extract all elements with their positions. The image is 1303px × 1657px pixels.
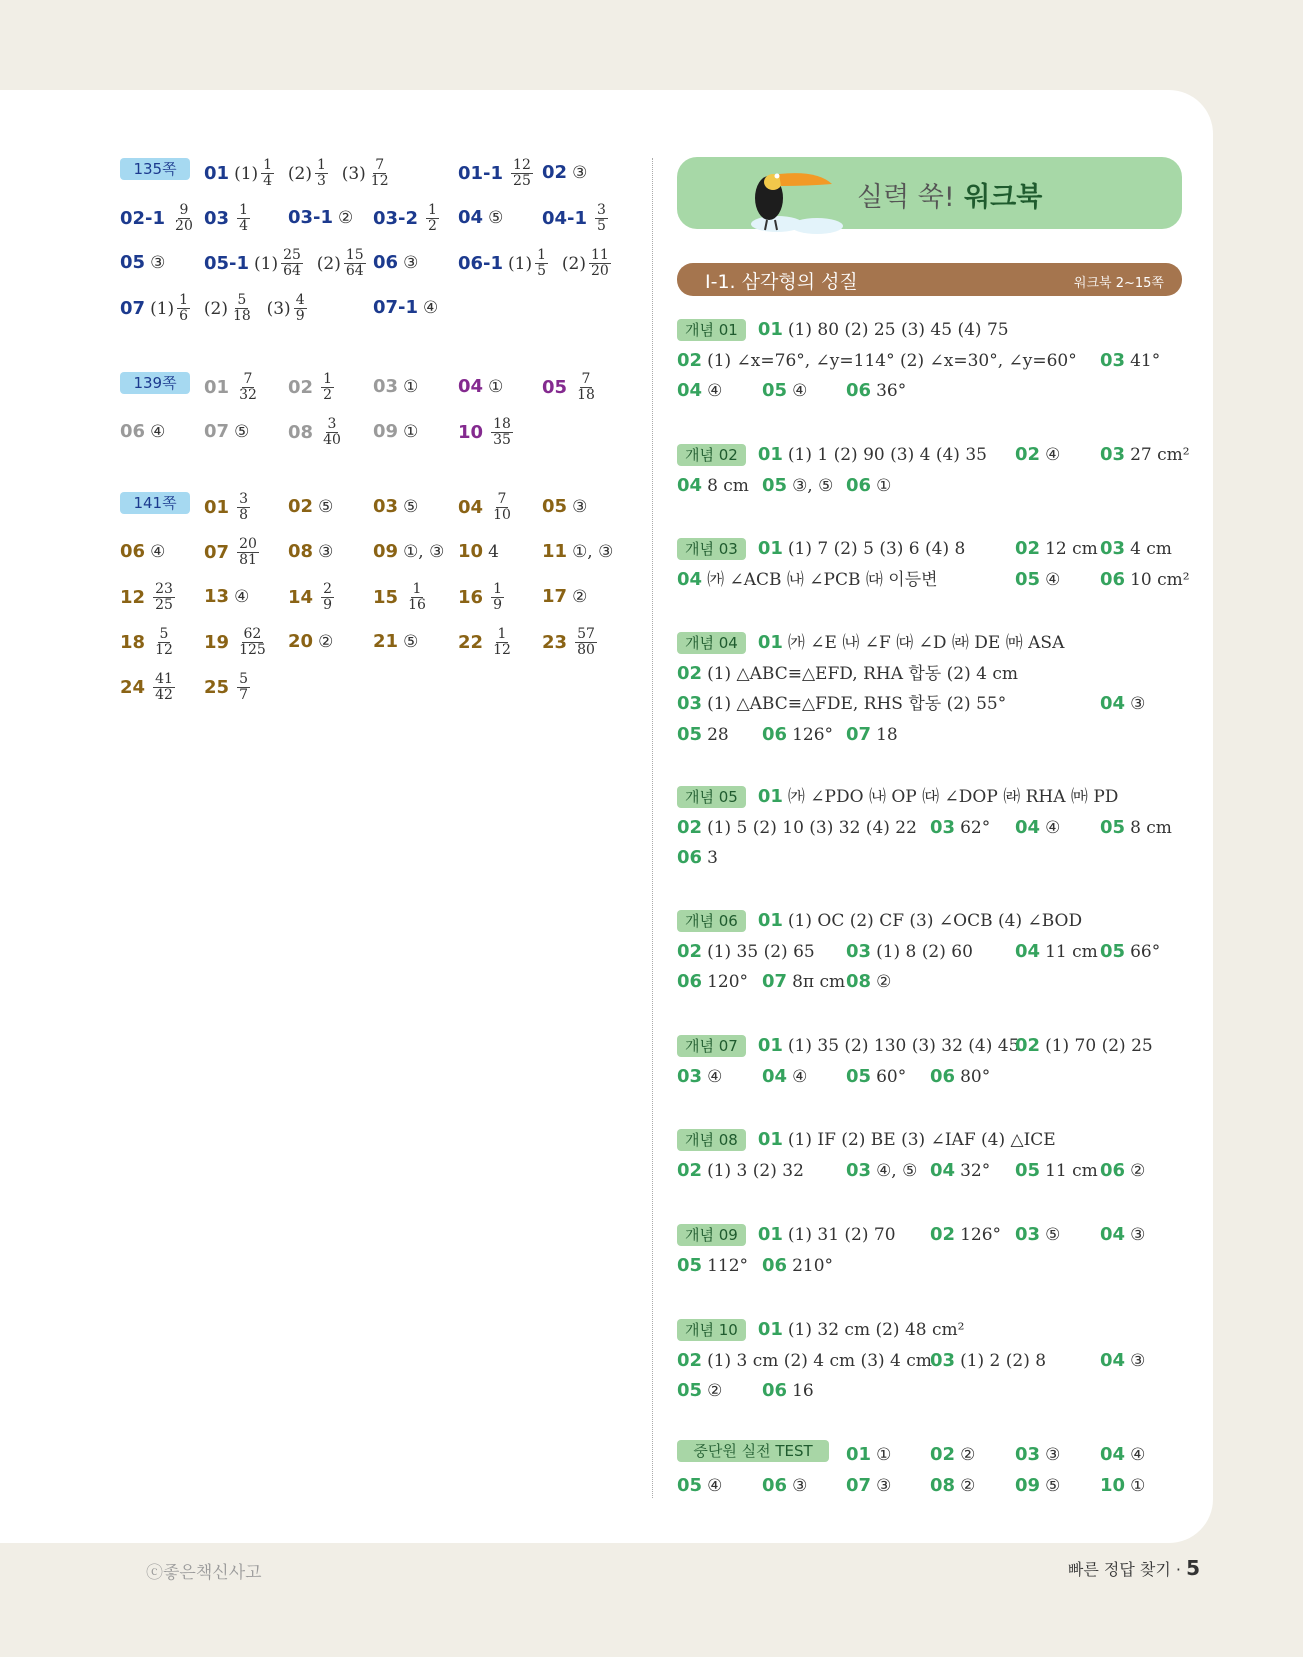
concept-07: 개념 07 01 (1) 35 (2) 130 (3) 32 (4) 45 02 (1) 70 (2) 25 03 ④ 04 ④ 05 60° 06 80°: [677, 1035, 1153, 1087]
toucan-icon: [697, 162, 867, 242]
publisher: ⓒ좋은책신사고: [146, 1563, 262, 1583]
page-label: 141쪽: [120, 492, 190, 514]
concept-10: 개념 10 01 (1) 32 cm (2) 48 cm² 02 (1) 3 cm (2) 4 cm (3) 4 cm 03 (1) 2 (2) 8 04 ③ 05 ② 06 16: [677, 1319, 1146, 1402]
midunit-test: 중단원 실전 TEST 01 ① 02 ② 03 ③ 04 ④ 05 ④ 06 ③ 07 ③ 08 ② 09 ⑤ 10 ①: [677, 1442, 1146, 1496]
concept-06: 개념 06 01 (1) OC (2) CF (3) ∠OCB (4) ∠BOD 02 (1) 35 (2) 65 03 (1) 8 (2) 60 04 11 cm 05 66° 06 120° 07 8π cm 08 ②: [677, 910, 1161, 993]
section-header: [677, 263, 1182, 296]
concept-03: 개념 03 01 (1) 7 (2) 5 (3) 6 (4) 8 02 12 cm 03 4 cm 04 ㈎ ∠ACB ㈏ ∠PCB ㈐ 이등변 05 ④ 06 10 cm²: [677, 538, 1190, 590]
page-label: 135쪽: [120, 158, 190, 180]
section-title: Ⅰ-1. 삼각형의 성질: [705, 271, 858, 293]
banner-title: 실력 쑥! 워크북: [857, 182, 1043, 213]
concept-04: 개념 04 01 ㈎ ∠E ㈏ ∠F ㈐ ∠D ㈑ DE ㈒ ASA 02 (1) △ABC≡△EFD, RHA 합동 (2) 4 cm 03 (1) △ABC≡△FDE, RHS 합동 (2) 55° 04 ③ 05 28 06 126° 07 18: [677, 632, 1146, 746]
concept-08: 개념 08 01 (1) IF (2) BE (3) ∠IAF (4) △ICE 02 (1) 3 (2) 32 03 ④, ⑤ 04 32° 05 11 cm 06 ②: [677, 1129, 1146, 1181]
answers-page-135: 135쪽 01 (1) $\frac{1}{4}$ (2) $\frac{1}{3}$ (3) $\frac{7}{12}$ 01-1 $\frac{12}{25}$ 02 ③ 02-1 $\frac{9}{20}$ 03 $\frac{1}{4}$ 03-1 ② 03-2 $\frac{1}{2}$ 04 ⑤ 04-1 $\frac{3}{5}$ 05 ③ 05-1 (1) $\frac{25}{64}$ (2) $\frac{15}{64}$ 06 ③ 06-1 (1) $\frac{1}{5}$ (2) $\frac{11}{20}$ 07 (1) $\frac{1}{6}$ (2) $\frac{5}{18}$ (3) $\frac{4}{9}$ 07-1 ④: [120, 157, 609, 324]
workbook-banner: [677, 157, 1182, 229]
page-label: 139쪽: [120, 372, 190, 394]
concept-01: 개념 01 01 (1) 80 (2) 25 (3) 45 (4) 75 02 (1) ∠x=76°, ∠y=114° (2) ∠x=30°, ∠y=60° 03 41° 04 ④ 05 ④ 06 36°: [677, 319, 1161, 402]
section-pages: 워크북 2~15쪽: [1073, 276, 1164, 291]
answers-page-141: 141쪽 01 $\frac{3}{8}$ 02 ⑤ 03 ⑤ 04 $\frac{7}{10}$ 05 ③ 06 ④ 07 $\frac{20}{81}$ 08 ③ 09 ①, ③ 10 4 11 ①, ③ 12 $\frac{23}{25}$ 13 ④ 14 $\frac{2}{9}$ 15 $\frac{1}{16}$ 16 $\frac{1}{9}$ 17 ② 18 $\frac{5}{12}$ 19 $\frac{62}{125}$ 20 ② 21 ⑤ 22 $\frac{1}{12}$ 23 $\frac{57}{80}$ 24 $\frac{41}{42}$ 25 $\frac{5}{7}$: [120, 491, 614, 703]
concept-02: 개념 02 01 (1) 1 (2) 90 (3) 4 (4) 35 02 ④ 03 27 cm² 04 8 cm 05 ③, ⑤ 06 ①: [677, 444, 1190, 496]
concept-09: 개념 09 01 (1) 31 (2) 70 02 126° 03 ⑤ 04 ③ 05 112° 06 210°: [677, 1224, 1146, 1276]
page-footer: 빠른 정답 찾기 · 5: [1067, 1556, 1200, 1580]
concept-05: 개념 05 01 ㈎ ∠PDO ㈏ OP ㈐ ∠DOP ㈑ RHA ㈒ PD 02 (1) 5 (2) 10 (3) 32 (4) 22 03 62° 04 ④ 05 8 cm 06 3: [677, 786, 1172, 869]
answers-page-139: 139쪽 01 $\frac{7}{32}$ 02 $\frac{1}{2}$ 03 ① 04 ① 05 $\frac{7}{18}$ 06 ④ 07 ⑤ 08 $\frac{3}{40}$ 09 ① 10 $\frac{18}{35}$: [120, 371, 595, 448]
column-divider: [652, 158, 653, 1498]
